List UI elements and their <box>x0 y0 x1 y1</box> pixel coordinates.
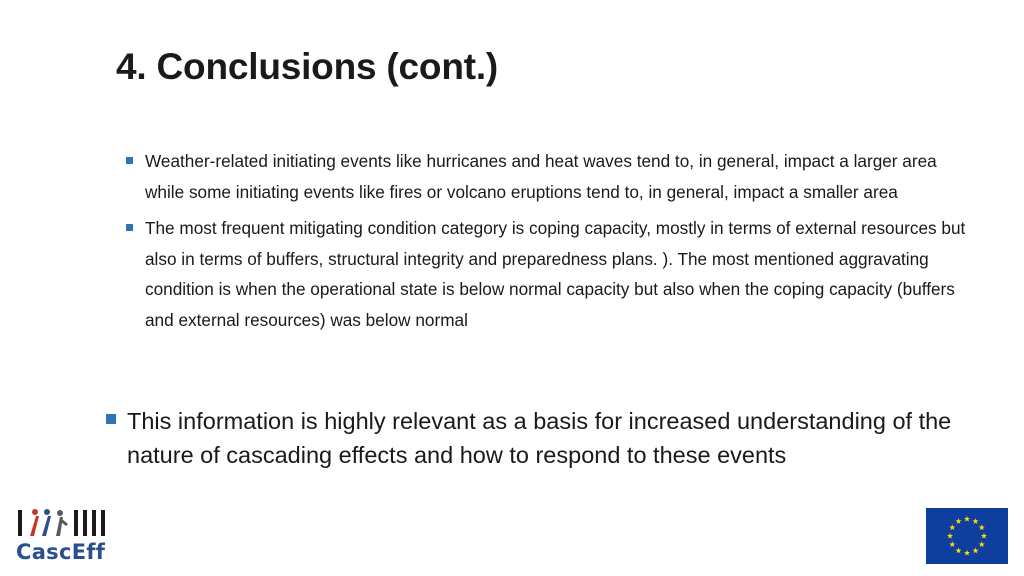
sub-bullet-text: Weather-related initiating events like hurricanes and heat waves tend to, in general, impact a larger area while some initiating events like fires or volcano eruptions tend to, in general, impact a smaller area <box>145 151 937 202</box>
main-bullet-list <box>105 404 985 472</box>
slide-title: 4. Conclusions (cont.) <box>116 46 499 87</box>
sub-bullet-item <box>124 146 974 207</box>
logo-text: CascEff <box>16 540 106 564</box>
main-bullet-text: This information is highly relevant as a basis for increased understanding of the nature of cascading effects and how to respond to these events <box>127 408 952 468</box>
sub-bullet-item <box>124 213 974 335</box>
casceff-logo <box>16 506 126 564</box>
square-bullet-icon <box>126 224 133 231</box>
square-bullet-icon <box>126 157 133 164</box>
square-bullet-icon <box>106 414 116 424</box>
eu-flag-icon <box>926 508 1008 564</box>
main-bullet-item <box>105 404 985 472</box>
sub-bullet-text: The most frequent mitigating condition category is coping capacity, mostly in terms of external resources but also in terms of buffers, structural integrity and preparedness plans. ). The most mentioned aggravating condition is when the operational state is below normal capacity but also when the coping capacity (buffers and external resources) was below normal <box>145 218 966 330</box>
cascading-people-logo-icon <box>16 506 126 538</box>
sub-bullet-list <box>124 146 974 341</box>
